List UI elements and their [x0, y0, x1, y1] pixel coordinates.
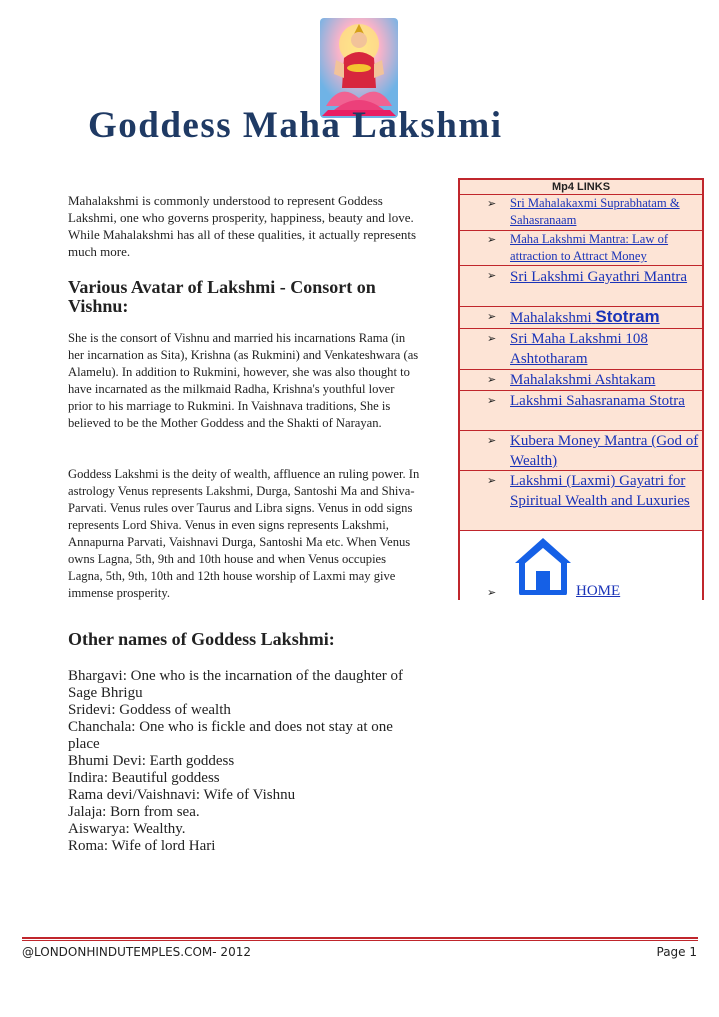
link-law-of-attraction[interactable]: Maha Lakshmi Mantra: Law of attraction to Attract Money: [510, 232, 669, 263]
page-title: Goddess Maha Lakshmi: [88, 105, 503, 146]
name-item: Chanchala: One who is fickle and does not stay at one place: [68, 719, 393, 752]
link-ashtakam[interactable]: Mahalakshmi Ashtakam: [510, 372, 656, 388]
arrow-bullet-icon: ➢: [487, 474, 497, 487]
arrow-bullet-icon: ➢: [487, 269, 497, 282]
arrow-bullet-icon: ➢: [487, 332, 497, 345]
name-item: Bhumi Devi: Earth goddess: [68, 753, 235, 769]
link-row: [460, 471, 702, 531]
link-sahasranama-stotra[interactable]: Lakshmi Sahasranama Stotra: [510, 393, 685, 409]
link-row: [460, 266, 702, 307]
link-row: [460, 391, 702, 431]
link-row: [460, 370, 702, 391]
other-names-list: [68, 668, 420, 855]
link-gayathri-mantra[interactable]: Sri Lakshmi Gayathri Mantra: [510, 269, 688, 285]
name-item: Bhargavi: One who is the incarnation of the daughter of Sage Bhrigu: [68, 668, 404, 701]
arrow-bullet-icon: ➢: [487, 394, 497, 407]
name-item: Sridevi: Goddess of wealth: [68, 702, 231, 718]
arrow-bullet-icon: ➢: [487, 373, 497, 386]
arrow-bullet-icon: ➢: [487, 197, 497, 210]
link-kubera-mantra[interactable]: Kubera Money Mantra (God of Wealth): [510, 433, 699, 469]
mp4-links-table: [458, 178, 704, 600]
home-row: [460, 531, 702, 603]
footer-divider: [22, 940, 698, 941]
name-item: Roma: Wife of lord Hari: [68, 838, 216, 854]
name-item: Aiswarya: Wealthy.: [68, 821, 186, 837]
link-row: [460, 329, 702, 370]
link-gayatri-spiritual-wealth[interactable]: Lakshmi (Laxmi) Gayatri for Spiritual Wealth and Luxuries: [510, 473, 690, 509]
link-row: [460, 307, 702, 329]
arrow-bullet-icon: ➢: [487, 310, 497, 323]
footer-divider: [22, 937, 698, 939]
house-icon[interactable]: [512, 535, 574, 595]
avatar-heading: Various Avatar of Lakshmi - Consort on Vishnu:: [68, 277, 376, 316]
other-names-heading: Other names of Goddess Lakshmi:: [68, 629, 335, 649]
avatar-paragraph: She is the consort of Vishnu and married his incarnations Rama (in her incarnation as Sita), Krishna (as Rukmini) and Venkateshwara (as Alamelu). In addition to Rukmini, however, she was also thought to have incarnated as the milkmaid Radha, Krishna's youthful lover prior to his marriage to Rukmini. In Vaishnava traditions, She is believed to be the Mother Goddess and the Shakti of Narayan.: [68, 331, 419, 430]
name-item: Rama devi/Vaishnavi: Wife of Vishnu: [68, 787, 296, 803]
arrow-bullet-icon: ➢: [487, 434, 497, 447]
name-item: Jalaja: Born from sea.: [68, 804, 200, 820]
intro-paragraph: Mahalakshmi is commonly understood to represent Goddess Lakshmi, one who governs prosperity, happiness, beauty and love. While Mahalakshmi has all of these qualities, it actually represents much more.: [68, 193, 417, 259]
links-header: Mp4 LINKS: [460, 180, 702, 195]
goddess-lakshmi-image: [320, 18, 398, 118]
link-row: [460, 195, 702, 231]
name-item: Indira: Beautiful goddess: [68, 770, 220, 786]
page-number: Page 1: [656, 945, 697, 959]
arrow-bullet-icon: ➢: [487, 586, 497, 599]
stotram-strong: Stotram: [595, 307, 660, 326]
stotram-prefix: Mahalakshmi: [510, 310, 592, 326]
footer-copyright: @LONDONHINDUTEMPLES.COM- 2012: [22, 945, 251, 959]
link-suprabhatam[interactable]: Sri Mahalakaxmi Suprabhatam & Sahasranaam: [510, 196, 680, 227]
astrology-paragraph: Goddess Lakshmi is the deity of wealth, affluence an ruling power. In astrology Venus represents Lakshmi, Durga, Santoshi Ma and Shiva-Parvati. Venus rules over Taurus and Libra signs. Venus in odd signs represents Lord Shiva. Venus in even signs represents Lakshmi, Annapurna Parvati, Vaishnavi Durga, Santoshi Ma etc. When Venus owns Lagna, 5th, 9th and 10th house and when Venus occupies Lagna, 5th, 9th, 10th and 12th house worship of Laxmi may give immense prosperity.: [68, 467, 420, 600]
link-stotram[interactable]: [510, 307, 702, 328]
home-link[interactable]: HOME: [576, 583, 621, 599]
link-row: [460, 431, 702, 471]
link-row: [460, 231, 702, 266]
link-ashtotharam[interactable]: Sri Maha Lakshmi 108 Ashtotharam: [510, 331, 648, 367]
arrow-bullet-icon: ➢: [487, 233, 497, 246]
